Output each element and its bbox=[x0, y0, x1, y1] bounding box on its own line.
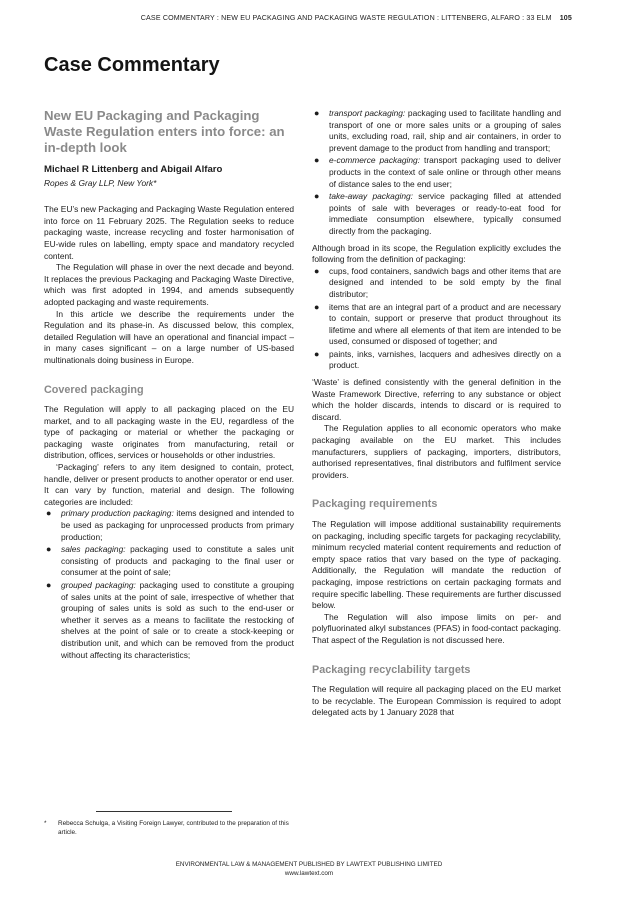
category-text: packaging used to facilitate handling and transport of one or more sales units or a grouping of sales units, excluding road, rail, ship and air containers, in order to prevent damage to the product from handling and transport; bbox=[329, 108, 562, 153]
bullet-icon: ● bbox=[314, 265, 320, 276]
exclusion-text: paints, inks, varnishes, lacquers and adhesives directly on a product. bbox=[329, 348, 561, 371]
page-footer bbox=[0, 860, 618, 878]
body-paragraph: The Regulation applies to all economic operators who make packaging available on the EU market. This includes manufacturers, suppliers of packaging, importers, distributors, authorised representatives, final distributors and fulfilment service providers. bbox=[312, 423, 561, 480]
article-affiliation: Ropes & Gray LLP, New York* bbox=[44, 177, 157, 188]
category-text: packaging used to constitute a sales unit consisting of products and packaging to the final user or consumer at the point of sale; bbox=[61, 544, 294, 578]
exclusion-text: items that are an integral part of a product and are necessary to contain, support or preserve that product throughout its lifetime and where all elements of that item are intended to be used, consumed or disposed of together; and bbox=[329, 301, 561, 347]
left-column bbox=[44, 108, 294, 662]
body-paragraph: The Regulation will impose additional sustainability requirements on packaging, including specific targets for packaging recyclability, minimum recycled material content requirements and reduction of empty space ratios that vary based on the type of packaging. Additionally, the Regulation will mandate the reduction of packaging, impose restrictions on certain packaging formats and require specific labelling. These requirements are further discussed below. bbox=[312, 519, 561, 611]
page-number: 105 bbox=[559, 14, 572, 22]
list-item bbox=[44, 580, 294, 661]
body-paragraph: The Regulation will require all packaging placed on the EU market to be recyclable. The European Commission is required to adopt delegated acts by 1 January 2028 that bbox=[312, 684, 561, 718]
bullet-icon: ● bbox=[46, 508, 52, 519]
category-term: e-commerce packaging: bbox=[329, 155, 421, 166]
exclusions-list bbox=[312, 266, 561, 372]
list-item bbox=[44, 508, 294, 543]
packaging-categories-list-continued bbox=[312, 108, 561, 238]
body-paragraph: ‘Waste’ is defined consistently with the general definition in the Waste Framework Directive, referring to any substance or object which the holder discards, intends to discard or is required to discard. bbox=[312, 377, 561, 422]
packaging-categories-list bbox=[44, 508, 294, 661]
list-item bbox=[44, 544, 294, 579]
bullet-icon: ● bbox=[314, 108, 320, 118]
intro-paragraph: The Regulation will phase in over the next decade and beyond. It replaces the previous Packaging and Packaging Waste Directive, which was first adopted in 1994, and amends subsequently adopted packaging and waste requirements. bbox=[44, 262, 294, 307]
section-title: Case Commentary bbox=[44, 54, 220, 76]
article-title: New EU Packaging and Packaging Waste Regulation enters into force: an in-depth look bbox=[44, 108, 285, 155]
heading-packaging-requirements: Packaging requirements bbox=[312, 498, 438, 511]
bullet-icon: ● bbox=[314, 348, 320, 359]
body-paragraph: ‘Packaging’ refers to any item designed to contain, protect, handle, deliver or present products to another operator or end user. It can vary by function, material and design. The following categories are included: bbox=[44, 462, 294, 507]
category-term: take-away packaging: bbox=[329, 191, 413, 202]
right-column bbox=[312, 108, 561, 719]
list-item bbox=[312, 108, 561, 154]
list-item bbox=[312, 191, 561, 237]
heading-recyclability-targets: Packaging recyclability targets bbox=[312, 663, 471, 676]
list-item bbox=[312, 349, 561, 372]
body-paragraph: The Regulation will also impose limits on per- and polyfluorinated alkyl substances (PFAS) in food-contact packaging. That aspect of the Regulation is not discussed here. bbox=[312, 611, 561, 645]
footnote-divider bbox=[96, 811, 232, 812]
category-text: items designed and intended to be used as packaging for unprocessed products from primary production; bbox=[61, 508, 294, 542]
website-link[interactable]: www.lawtext.com bbox=[284, 870, 334, 877]
category-term: sales packaging: bbox=[61, 544, 126, 555]
bullet-icon: ● bbox=[46, 580, 52, 590]
bullet-icon: ● bbox=[314, 191, 320, 202]
running-title: CASE COMMENTARY : NEW EU PACKAGING AND PACKAGING WASTE REGULATION : LITTENBERG, ALFARO : 33 ELM bbox=[140, 14, 552, 22]
category-term: primary production packaging: bbox=[61, 508, 174, 519]
exclusion-text: cups, food containers, sandwich bags and other items that are designed and intended to be sold empty by the final distributor; bbox=[329, 265, 561, 299]
category-text: service packaging filled at attended points of sale with beverages or ready-to-eat food for immediate consumption elsewhere, typically consumed directly from the packaging. bbox=[329, 191, 561, 236]
category-text: packaging used to constitute a grouping of sales units at the point of sale, irrespective of whether that grouping of sales units is sold as such to the end-user or whether it serves as a means to facilitate the restocking of shelves at the point of sale or to create a stock-keeping or distribution unit, and which can be removed from the product without affecting its characteristics; bbox=[61, 580, 295, 660]
list-item bbox=[312, 155, 561, 190]
footnote-mark: * bbox=[44, 820, 47, 827]
body-paragraph: The Regulation will apply to all packaging placed on the EU market, and to all packaging waste in the EU, regardless of the type of packaging or material or whether the packaging or packaging waste originates from manufacturing, retail or distribution, offices, services or households or other industries. bbox=[44, 404, 294, 461]
footnote bbox=[44, 820, 294, 837]
footnote-text: Rebecca Schulga, a Visiting Foreign Lawyer, contributed to the preparation of this article. bbox=[58, 820, 289, 836]
body-paragraph: Although broad in its scope, the Regulation explicitly excludes the following from the definition of packaging: bbox=[312, 242, 561, 265]
list-item bbox=[312, 266, 561, 301]
category-term: transport packaging: bbox=[329, 108, 406, 118]
heading-covered-packaging: Covered packaging bbox=[44, 383, 144, 396]
category-term: grouped packaging: bbox=[61, 580, 136, 590]
publisher-line: ENVIRONMENTAL LAW & MANAGEMENT PUBLISHED BY LAWTEXT PUBLISHING LIMITED bbox=[175, 861, 443, 868]
bullet-icon: ● bbox=[314, 301, 320, 312]
category-text: transport packaging used to deliver products in the context of sale online or through other means of distance sales to the end user; bbox=[329, 155, 561, 189]
bullet-icon: ● bbox=[314, 155, 320, 166]
bullet-icon: ● bbox=[46, 544, 52, 555]
article-authors: Michael R Littenberg and Abigail Alfaro bbox=[44, 164, 223, 175]
list-item bbox=[312, 302, 561, 348]
intro-paragraph: In this article we describe the requirements under the Regulation and its phase-in. As discussed below, this complex, detailed Regulation will have an operational and financial impact – in many cases significant – on a large number of US-based multinationals doing business in Europe. bbox=[44, 308, 294, 365]
intro-paragraph: The EU’s new Packaging and Packaging Waste Regulation entered into force on 11 February 2025. The Regulation seeks to reduce packaging waste, increase recycling and foster harmonisation of EU-wide rules on labelling, empty space and mandatory recycled content. bbox=[44, 204, 295, 261]
running-header bbox=[40, 14, 572, 22]
